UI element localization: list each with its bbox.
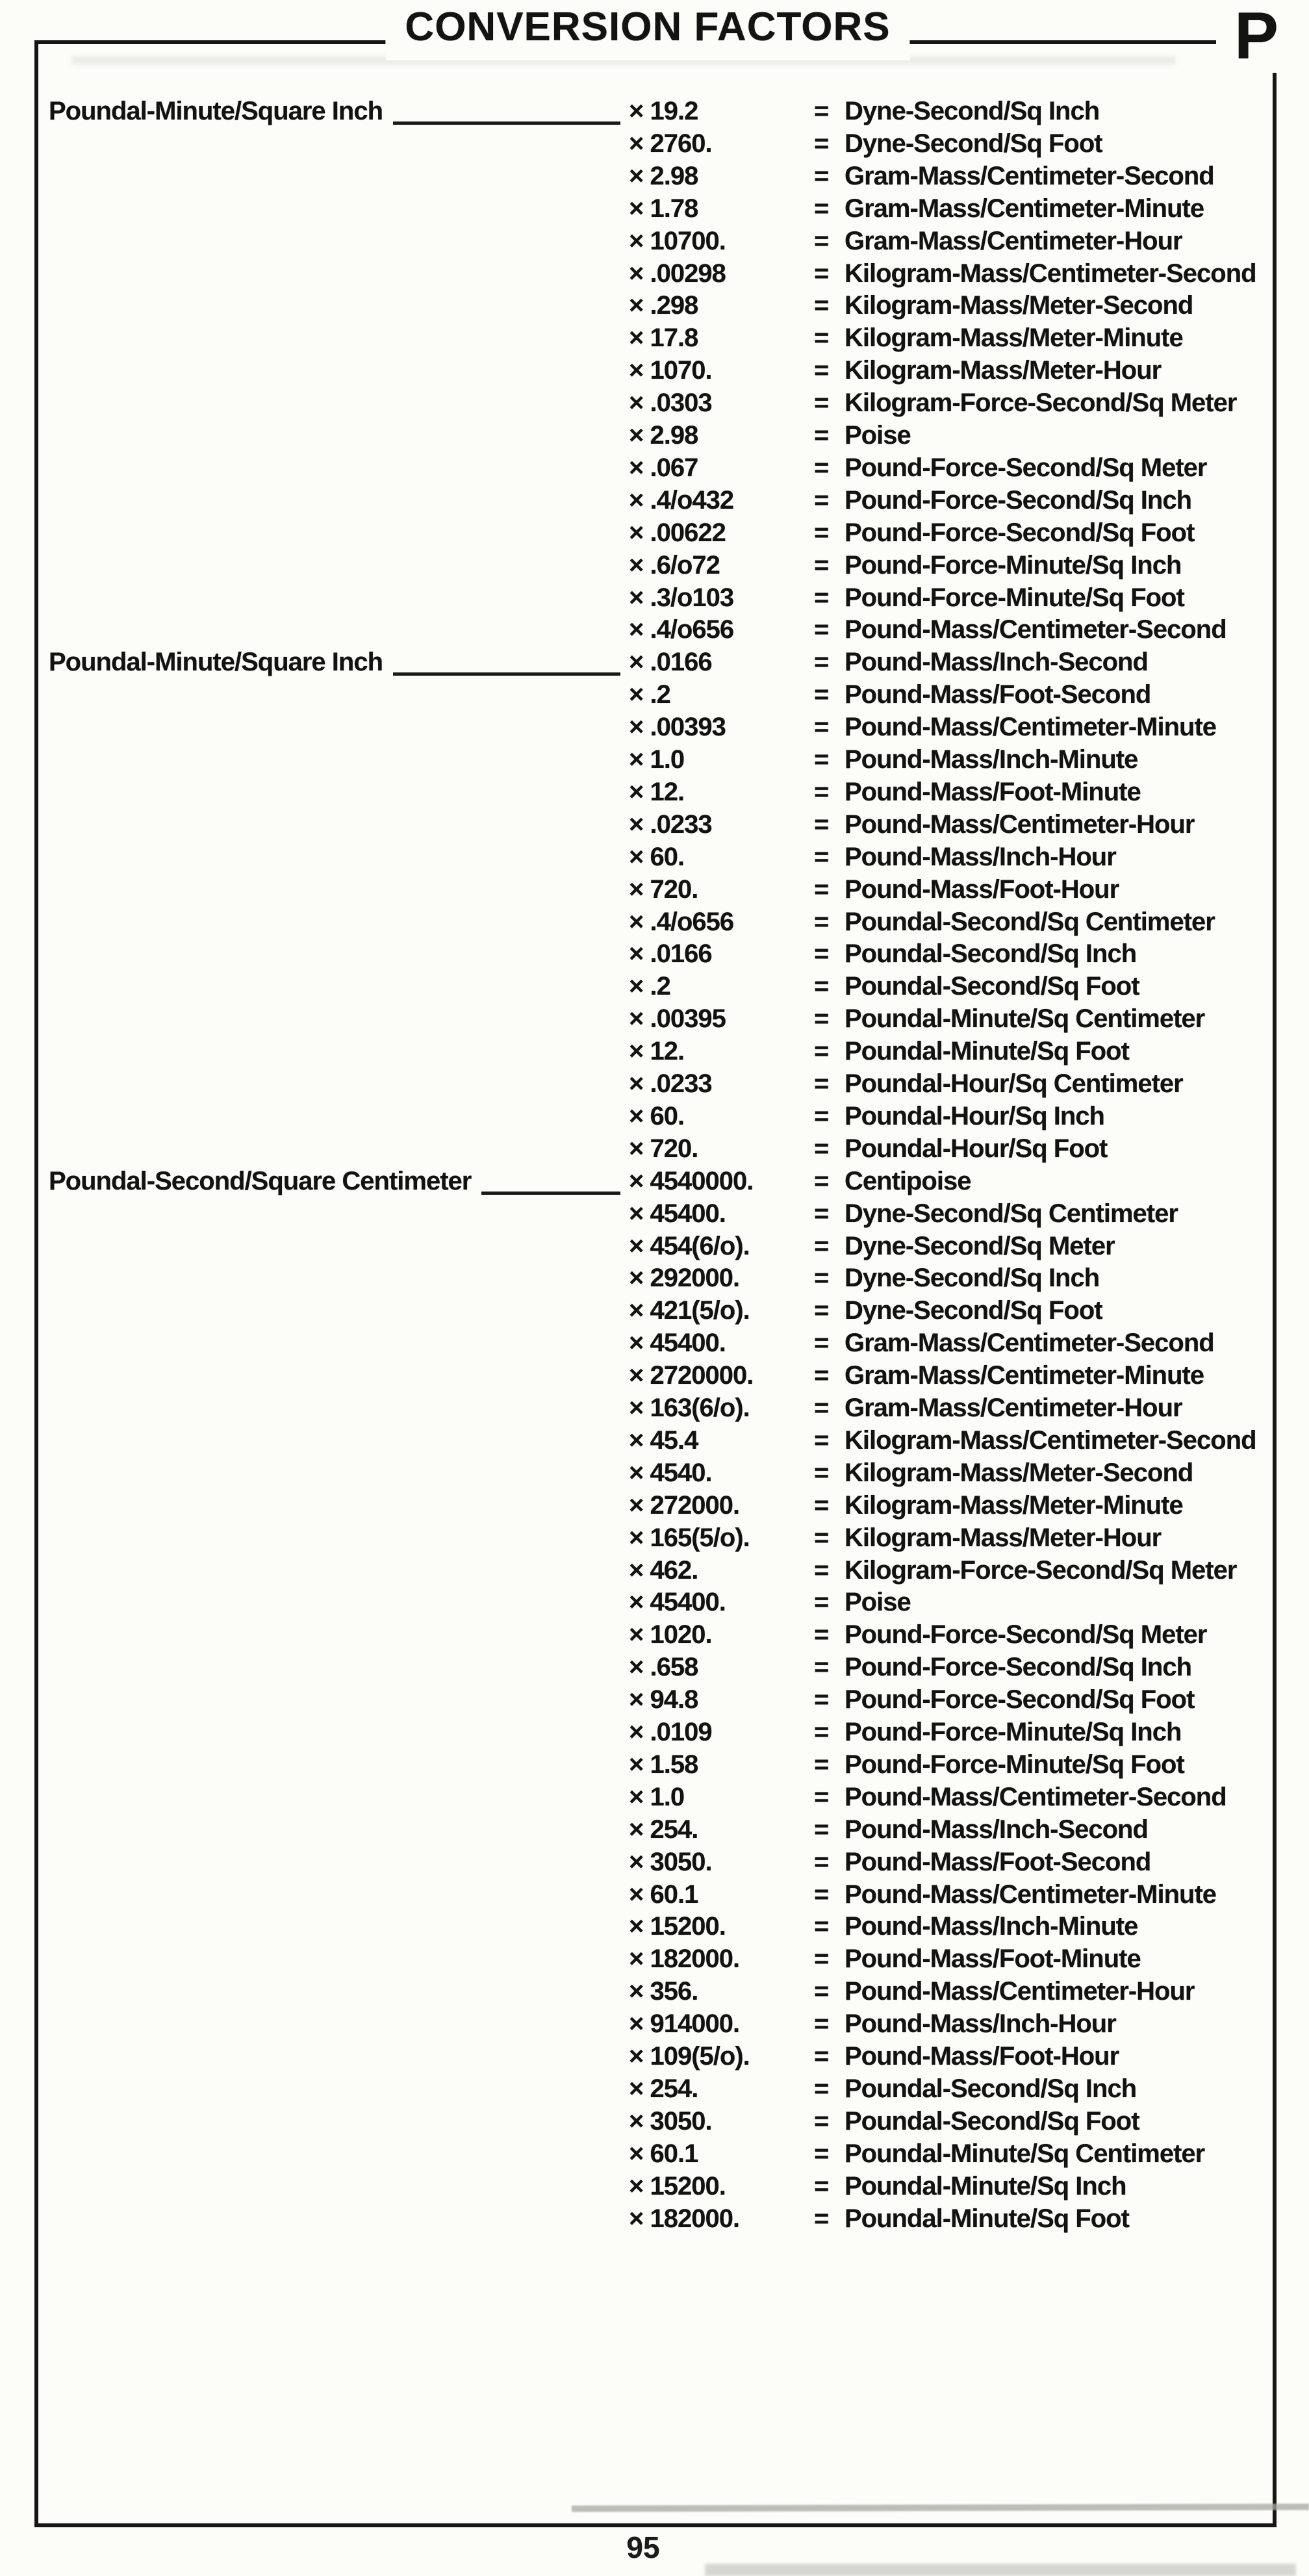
label-underline (393, 121, 620, 125)
conversion-row (0, 452, 1309, 485)
equals-sign: = (814, 1523, 829, 1552)
factor-value: × 182000. (629, 1945, 740, 1974)
equals-sign: = (814, 161, 829, 190)
equals-sign: = (814, 324, 829, 353)
quantity-label: Poundal-Second/Square Centimeter (49, 1166, 472, 1195)
equals-sign: = (814, 1329, 829, 1358)
factor-value: × .4/o432 (629, 485, 734, 515)
equals-sign: = (814, 1588, 829, 1617)
equals-sign: = (814, 2074, 829, 2103)
conversion-row (0, 2073, 1309, 2106)
equals-sign: = (814, 1231, 829, 1260)
equals-sign: = (814, 583, 829, 612)
quantity-label: Poundal-Minute/Square Inch (49, 648, 383, 677)
factor-value: × .4/o656 (629, 615, 734, 644)
equals-sign: = (814, 1134, 829, 1163)
conversion-row (0, 776, 1309, 809)
conversion-row (0, 2171, 1309, 2203)
unit-name: Dyne-Second/Sq Foot (845, 129, 1102, 158)
unit-name: Kilogram-Force-Second/Sq Meter (845, 389, 1237, 418)
conversion-row (0, 225, 1309, 258)
unit-name: Pound-Force-Minute/Sq Inch (845, 550, 1182, 580)
factor-value: × 1.58 (629, 1750, 698, 1779)
factor-value: × 60.1 (629, 2139, 698, 2168)
unit-name: Kilogram-Mass/Meter-Second (845, 291, 1193, 320)
section-letter: P (1234, 0, 1279, 73)
factor-value: × 109(5/o). (629, 2042, 750, 2071)
equals-sign: = (814, 518, 829, 547)
conversion-row (0, 1749, 1309, 1781)
factor-value: × 10700. (629, 226, 726, 255)
equals-sign: = (814, 389, 829, 418)
unit-name: Poise (845, 421, 911, 450)
equals-sign: = (814, 129, 829, 158)
factor-value: × 421(5/o). (629, 1296, 750, 1325)
factor-value: × .0109 (629, 1718, 712, 1746)
equals-sign: = (814, 1912, 829, 1941)
unit-name: Poise (845, 1588, 911, 1617)
factor-value: × 462. (629, 1555, 698, 1585)
conversion-row (0, 841, 1309, 874)
unit-name: Dyne-Second/Sq Meter (845, 1231, 1115, 1260)
factor-value: × .4/o656 (629, 907, 734, 936)
unit-name: Poundal-Minute/Sq Centimeter (845, 1004, 1205, 1034)
factor-value: × .298 (629, 291, 698, 320)
unit-name: Pound-Mass/Foot-Second (845, 680, 1151, 709)
unit-name: Pound-Mass/Foot-Hour (845, 874, 1119, 904)
factor-value: × 1070. (629, 356, 712, 385)
conversion-row (0, 1231, 1309, 1263)
conversion-row (0, 1587, 1309, 1619)
conversion-row (0, 1684, 1309, 1716)
conversion-row (0, 485, 1309, 517)
conversion-row (0, 128, 1309, 160)
conversion-row (0, 420, 1309, 452)
conversion-row (0, 711, 1309, 744)
equals-sign: = (814, 713, 829, 742)
factor-value: × .0303 (629, 389, 712, 418)
unit-name: Dyne-Second/Sq Inch (845, 1264, 1100, 1293)
conversion-row (0, 1262, 1309, 1295)
equals-sign: = (814, 648, 829, 677)
conversion-row (0, 1068, 1309, 1101)
conversion-row (0, 1133, 1309, 1166)
factor-value: × .00395 (629, 1004, 726, 1034)
factor-value: × 15200. (629, 2171, 726, 2200)
conversion-row (0, 2041, 1309, 2073)
unit-name: Poundal-Second/Sq Centimeter (845, 907, 1215, 936)
factor-value: × 4540. (629, 1458, 712, 1487)
conversion-row (0, 355, 1309, 387)
factor-value: × 720. (629, 874, 698, 904)
factor-value: × 45400. (629, 1199, 726, 1228)
unit-name: Pound-Mass/Foot-Hour (845, 2042, 1119, 2071)
conversion-row (0, 809, 1309, 841)
factor-value: × 94.8 (629, 1685, 698, 1715)
unit-name: Pound-Force-Second/Sq Meter (845, 1620, 1207, 1650)
factor-value: × .0233 (629, 810, 712, 839)
unit-name: Pound-Force-Second/Sq Meter (845, 453, 1207, 482)
unit-name: Pound-Mass/Foot-Minute (845, 777, 1141, 806)
conversion-row (0, 906, 1309, 939)
equals-sign: = (814, 356, 829, 385)
factor-value: × 914000. (629, 2009, 740, 2039)
conversion-row (0, 1036, 1309, 1068)
factor-value: × 19.2 (629, 97, 698, 125)
equals-sign: = (814, 421, 829, 450)
factor-value: × 2720000. (629, 1361, 754, 1390)
unit-name: Poundal-Hour/Sq Inch (845, 1101, 1104, 1130)
conversion-row (0, 1425, 1309, 1457)
equals-sign: = (814, 2139, 829, 2168)
conversion-row (0, 322, 1309, 355)
conversion-row (0, 160, 1309, 193)
equals-sign: = (814, 1977, 829, 2006)
conversion-row (0, 1879, 1309, 1911)
equals-sign: = (814, 1847, 829, 1876)
conversion-row (0, 1360, 1309, 1392)
unit-name: Pound-Force-Minute/Sq Foot (845, 1750, 1184, 1779)
factor-value: × 45.4 (629, 1425, 698, 1455)
equals-sign: = (814, 1815, 829, 1844)
unit-name: Gram-Mass/Centimeter-Second (845, 161, 1214, 190)
equals-sign: = (814, 453, 829, 482)
conversion-row (0, 582, 1309, 615)
equals-sign: = (814, 194, 829, 223)
conversion-row (0, 971, 1309, 1003)
conversion-row (0, 1327, 1309, 1360)
unit-name: Pound-Mass/Inch-Second (845, 1815, 1148, 1844)
conversion-row (0, 1814, 1309, 1846)
equals-sign: = (814, 226, 829, 255)
conversion-row (0, 2138, 1309, 2171)
title-block (385, 0, 909, 60)
unit-name: Pound-Force-Minute/Sq Foot (845, 583, 1184, 612)
factor-value: × 182000. (629, 2204, 740, 2233)
equals-sign: = (814, 1685, 829, 1715)
factor-value: × .00298 (629, 259, 726, 288)
conversion-row (0, 193, 1309, 225)
factor-value: × .0166 (629, 939, 712, 969)
unit-name: Poundal-Hour/Sq Centimeter (845, 1069, 1183, 1098)
factor-value: × 60. (629, 842, 685, 871)
factor-value: × .00622 (629, 518, 726, 547)
unit-name: Pound-Force-Second/Sq Foot (845, 1685, 1195, 1715)
conversion-row (0, 1716, 1309, 1749)
factor-value: × .3/o103 (629, 583, 734, 612)
page-number: 95 (626, 2531, 660, 2564)
equals-sign: = (814, 1037, 829, 1066)
conversion-row (0, 1976, 1309, 2008)
factor-value: × 1.0 (629, 745, 685, 774)
unit-name: Dyne-Second/Sq Centimeter (845, 1199, 1178, 1228)
factor-value: × .00393 (629, 713, 726, 742)
factor-value: × 12. (629, 1037, 685, 1066)
unit-name: Poundal-Minute/Sq Inch (845, 2171, 1126, 2200)
conversion-row (0, 874, 1309, 906)
equals-sign: = (814, 907, 829, 936)
conversion-row (0, 614, 1309, 646)
unit-name: Poundal-Minute/Sq Centimeter (845, 2139, 1205, 2168)
conversion-row (0, 1522, 1309, 1555)
section-letter-block (1216, 0, 1309, 73)
unit-name: Kilogram-Mass/Meter-Minute (845, 324, 1183, 353)
equals-sign: = (814, 1458, 829, 1487)
unit-name: Dyne-Second/Sq Inch (845, 97, 1100, 125)
equals-sign: = (814, 1490, 829, 1520)
conversion-row (0, 1295, 1309, 1327)
factor-value: × 45400. (629, 1329, 726, 1358)
unit-name: Pound-Force-Second/Sq Inch (845, 1653, 1192, 1682)
equals-sign: = (814, 615, 829, 644)
factor-value: × .0233 (629, 1069, 712, 1098)
unit-name: Pound-Mass/Foot-Minute (845, 1945, 1141, 1974)
equals-sign: = (814, 1750, 829, 1779)
equals-sign: = (814, 1880, 829, 1909)
conversion-row (0, 2203, 1309, 2236)
factor-value: × .6/o72 (629, 550, 720, 580)
unit-name: Pound-Mass/Centimeter-Minute (845, 1880, 1217, 1909)
conversion-row (0, 96, 1309, 128)
equals-sign: = (814, 1166, 829, 1195)
unit-name: Gram-Mass/Centimeter-Hour (845, 226, 1182, 255)
factor-value: × .2 (629, 680, 670, 709)
equals-sign: = (814, 1653, 829, 1682)
conversion-row (0, 1392, 1309, 1425)
equals-sign: = (814, 1425, 829, 1455)
label-underline (393, 672, 620, 676)
page-title: CONVERSION FACTORS (405, 5, 891, 49)
conversion-row (0, 1651, 1309, 1684)
unit-name: Gram-Mass/Centimeter-Minute (845, 1361, 1204, 1390)
unit-name: Pound-Mass/Inch-Minute (845, 745, 1138, 774)
unit-name: Pound-Mass/Centimeter-Hour (845, 810, 1195, 839)
unit-name: Kilogram-Mass/Meter-Minute (845, 1490, 1183, 1520)
conversion-row (0, 550, 1309, 582)
conversion-row (0, 744, 1309, 776)
equals-sign: = (814, 745, 829, 774)
factor-value: × 60.1 (629, 1880, 698, 1909)
unit-name: Poundal-Minute/Sq Foot (845, 2204, 1129, 2233)
equals-sign: = (814, 874, 829, 904)
factor-value: × 3050. (629, 2106, 712, 2136)
unit-name: Poundal-Second/Sq Foot (845, 972, 1139, 1001)
factor-value: × 165(5/o). (629, 1523, 750, 1552)
conversion-row (0, 517, 1309, 550)
unit-name: Poundal-Second/Sq Inch (845, 939, 1137, 969)
unit-name: Poundal-Minute/Sq Foot (845, 1037, 1129, 1066)
equals-sign: = (814, 485, 829, 515)
unit-name: Pound-Mass/Centimeter-Minute (845, 713, 1217, 742)
factor-value: × 60. (629, 1101, 685, 1130)
factor-value: × 1.0 (629, 1782, 685, 1811)
factor-value: × 254. (629, 1815, 698, 1844)
unit-name: Pound-Mass/Centimeter-Second (845, 615, 1226, 644)
conversion-row (0, 387, 1309, 420)
equals-sign: = (814, 97, 829, 125)
factor-value: × 272000. (629, 1490, 740, 1520)
equals-sign: = (814, 939, 829, 969)
unit-name: Pound-Mass/Inch-Hour (845, 2009, 1116, 2039)
factor-value: × 2.98 (629, 421, 698, 450)
factor-value: × .0166 (629, 648, 712, 677)
unit-name: Kilogram-Mass/Centimeter-Second (845, 1425, 1256, 1455)
equals-sign: = (814, 1199, 829, 1228)
equals-sign: = (814, 2106, 829, 2136)
factor-value: × 163(6/o). (629, 1394, 750, 1422)
equals-sign: = (814, 1945, 829, 1974)
unit-name: Pound-Mass/Inch-Minute (845, 1912, 1138, 1941)
factor-value: × 254. (629, 2074, 698, 2103)
unit-name: Poundal-Hour/Sq Foot (845, 1134, 1108, 1163)
conversion-row (0, 1943, 1309, 1976)
conversion-row (0, 1490, 1309, 1522)
factor-value: × 4540000. (629, 1166, 754, 1195)
factor-value: × .067 (629, 453, 698, 482)
equals-sign: = (814, 1555, 829, 1585)
factor-value: × 3050. (629, 1847, 712, 1876)
equals-sign: = (814, 2204, 829, 2233)
equals-sign: = (814, 1782, 829, 1811)
conversion-row (0, 2008, 1309, 2041)
unit-name: Kilogram-Mass/Meter-Hour (845, 1523, 1162, 1552)
conversion-row (0, 290, 1309, 322)
equals-sign: = (814, 810, 829, 839)
conversion-row (0, 1166, 1309, 1198)
equals-sign: = (814, 1069, 829, 1098)
factor-value: × 17.8 (629, 324, 698, 353)
equals-sign: = (814, 550, 829, 580)
conversion-row (0, 1619, 1309, 1651)
conversion-row (0, 1911, 1309, 1943)
factor-value: × 454(6/o). (629, 1231, 750, 1260)
equals-sign: = (814, 842, 829, 871)
conversion-row (0, 1555, 1309, 1587)
equals-sign: = (814, 1296, 829, 1325)
conversion-row (0, 2106, 1309, 2138)
unit-name: Kilogram-Mass/Meter-Second (845, 1458, 1193, 1487)
unit-name: Pound-Mass/Foot-Second (845, 1847, 1151, 1876)
conversion-row (0, 1101, 1309, 1133)
equals-sign: = (814, 2171, 829, 2200)
equals-sign: = (814, 1620, 829, 1650)
conversion-row (0, 679, 1309, 711)
equals-sign: = (814, 972, 829, 1001)
label-underline (481, 1192, 620, 1195)
equals-sign: = (814, 1361, 829, 1390)
factor-value: × .658 (629, 1653, 698, 1682)
conversion-row (0, 646, 1309, 679)
factor-value: × 15200. (629, 1912, 726, 1941)
factor-value: × 356. (629, 1977, 698, 2006)
factor-value: × 2760. (629, 129, 712, 158)
factor-value: × 2.98 (629, 161, 698, 190)
unit-name: Gram-Mass/Centimeter-Second (845, 1329, 1214, 1358)
unit-name: Gram-Mass/Centimeter-Minute (845, 194, 1204, 223)
equals-sign: = (814, 1264, 829, 1293)
equals-sign: = (814, 259, 829, 288)
conversion-row (0, 1781, 1309, 1814)
factor-value: × 292000. (629, 1264, 740, 1293)
factor-value: × 1.78 (629, 194, 698, 223)
factor-value: × 720. (629, 1134, 698, 1163)
factor-value: × .2 (629, 972, 670, 1001)
conversion-row (0, 1457, 1309, 1490)
conversion-row (0, 1198, 1309, 1231)
conversion-row (0, 1846, 1309, 1879)
unit-name: Pound-Force-Second/Sq Foot (845, 518, 1195, 547)
equals-sign: = (814, 291, 829, 320)
equals-sign: = (814, 1101, 829, 1130)
unit-name: Pound-Mass/Inch-Second (845, 648, 1148, 677)
unit-name: Pound-Force-Minute/Sq Inch (845, 1718, 1182, 1746)
unit-name: Kilogram-Mass/Meter-Hour (845, 356, 1162, 385)
unit-name: Centipoise (845, 1166, 971, 1195)
unit-name: Kilogram-Force-Second/Sq Meter (845, 1555, 1237, 1585)
equals-sign: = (814, 1004, 829, 1034)
unit-name: Poundal-Second/Sq Inch (845, 2074, 1137, 2103)
unit-name: Pound-Force-Second/Sq Inch (845, 485, 1192, 515)
unit-name: Gram-Mass/Centimeter-Hour (845, 1394, 1182, 1422)
unit-name: Pound-Mass/Centimeter-Second (845, 1782, 1226, 1811)
conversion-row (0, 1003, 1309, 1036)
equals-sign: = (814, 1718, 829, 1746)
unit-name: Poundal-Second/Sq Foot (845, 2106, 1139, 2136)
equals-sign: = (814, 777, 829, 806)
unit-name: Dyne-Second/Sq Foot (845, 1296, 1102, 1325)
conversion-row (0, 258, 1309, 290)
conversion-row (0, 938, 1309, 971)
equals-sign: = (814, 1394, 829, 1422)
equals-sign: = (814, 2042, 829, 2071)
unit-name: Pound-Mass/Centimeter-Hour (845, 1977, 1195, 2006)
equals-sign: = (814, 2009, 829, 2039)
factor-value: × 1020. (629, 1620, 712, 1650)
equals-sign: = (814, 680, 829, 709)
factor-value: × 45400. (629, 1588, 726, 1617)
unit-name: Pound-Mass/Inch-Hour (845, 842, 1116, 871)
quantity-label: Poundal-Minute/Square Inch (49, 97, 383, 125)
unit-name: Kilogram-Mass/Centimeter-Second (845, 259, 1256, 288)
factor-value: × 12. (629, 777, 685, 806)
